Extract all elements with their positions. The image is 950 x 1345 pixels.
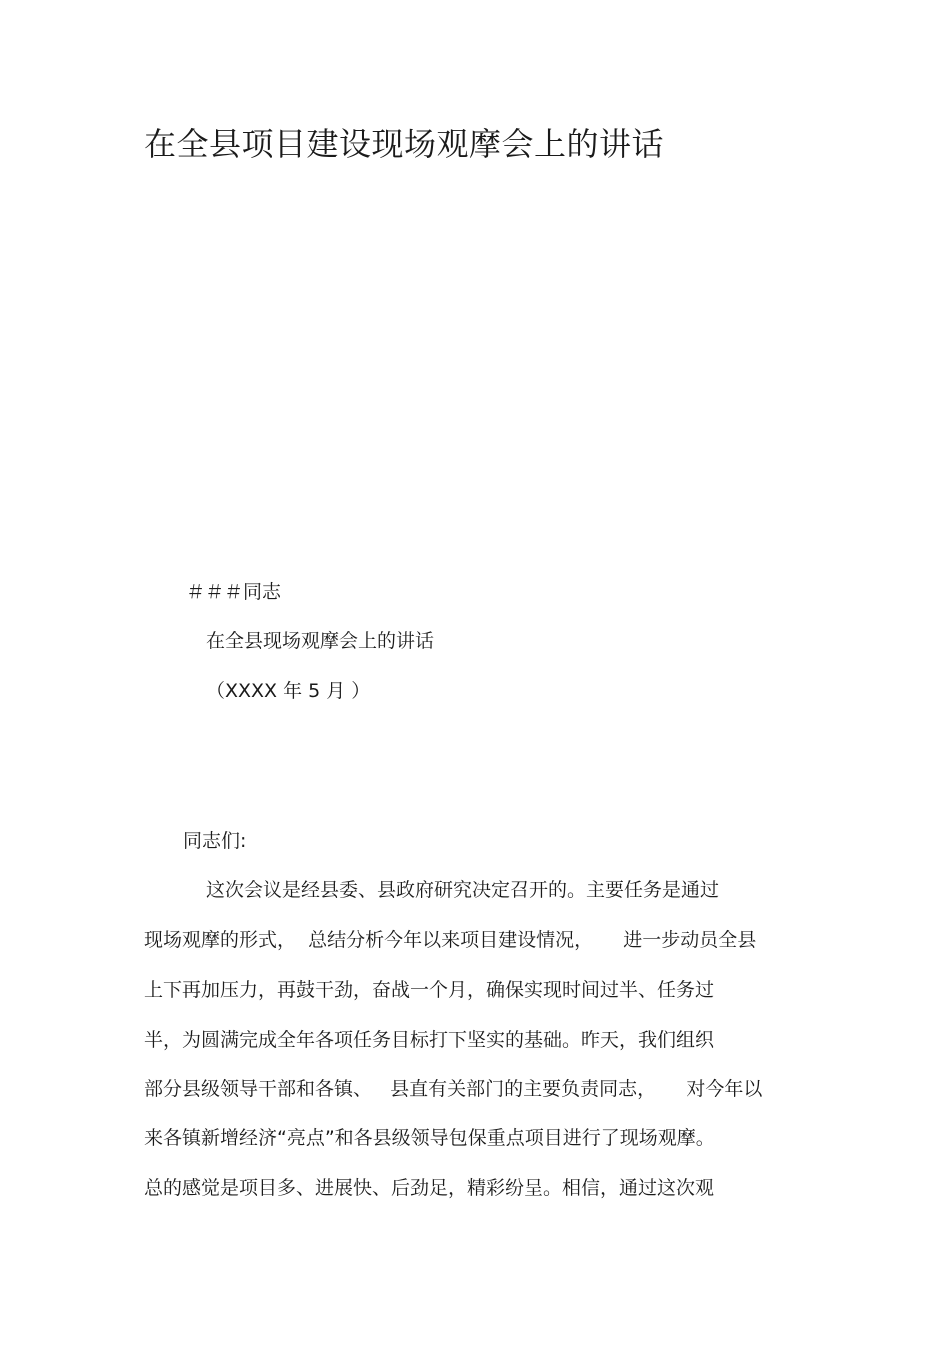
speech-date: （XXXX 年 5 月 ）: [206, 680, 371, 702]
body-line: 部分县级领导干部和各镇、 县直有关部门的主要负责同志， 对今年以: [144, 1078, 763, 1100]
body-line: 来各镇新增经济“亮点”和各县级领导包保重点项目进行了现场观摩。: [144, 1127, 715, 1149]
body-line: 现场观摩的形式， 总结分析今年以来项目建设情况， 进一步动员全县: [144, 929, 757, 951]
speaker-name: ＃＃＃同志: [186, 581, 282, 603]
document-title: 在全县项目建设现场观摩会上的讲话: [144, 125, 665, 163]
body-line: 上下再加压力，再鼓干劲，奋战一个月，确保实现时间过半、任务过: [144, 979, 715, 1001]
body-line: 半，为圆满完成全年各项任务目标打下坚实的基础。昨天，我们组织: [144, 1029, 715, 1051]
body-line: 总的感觉是项目多、进展快、后劲足，精彩纷呈。相信，通过这次观: [144, 1177, 715, 1199]
body-line: 这次会议是经县委、县政府研究决定召开的。主要任务是通过: [206, 879, 720, 901]
salutation: 同志们:: [183, 830, 247, 852]
speech-subtitle: 在全县现场观摩会上的讲话: [206, 630, 435, 652]
